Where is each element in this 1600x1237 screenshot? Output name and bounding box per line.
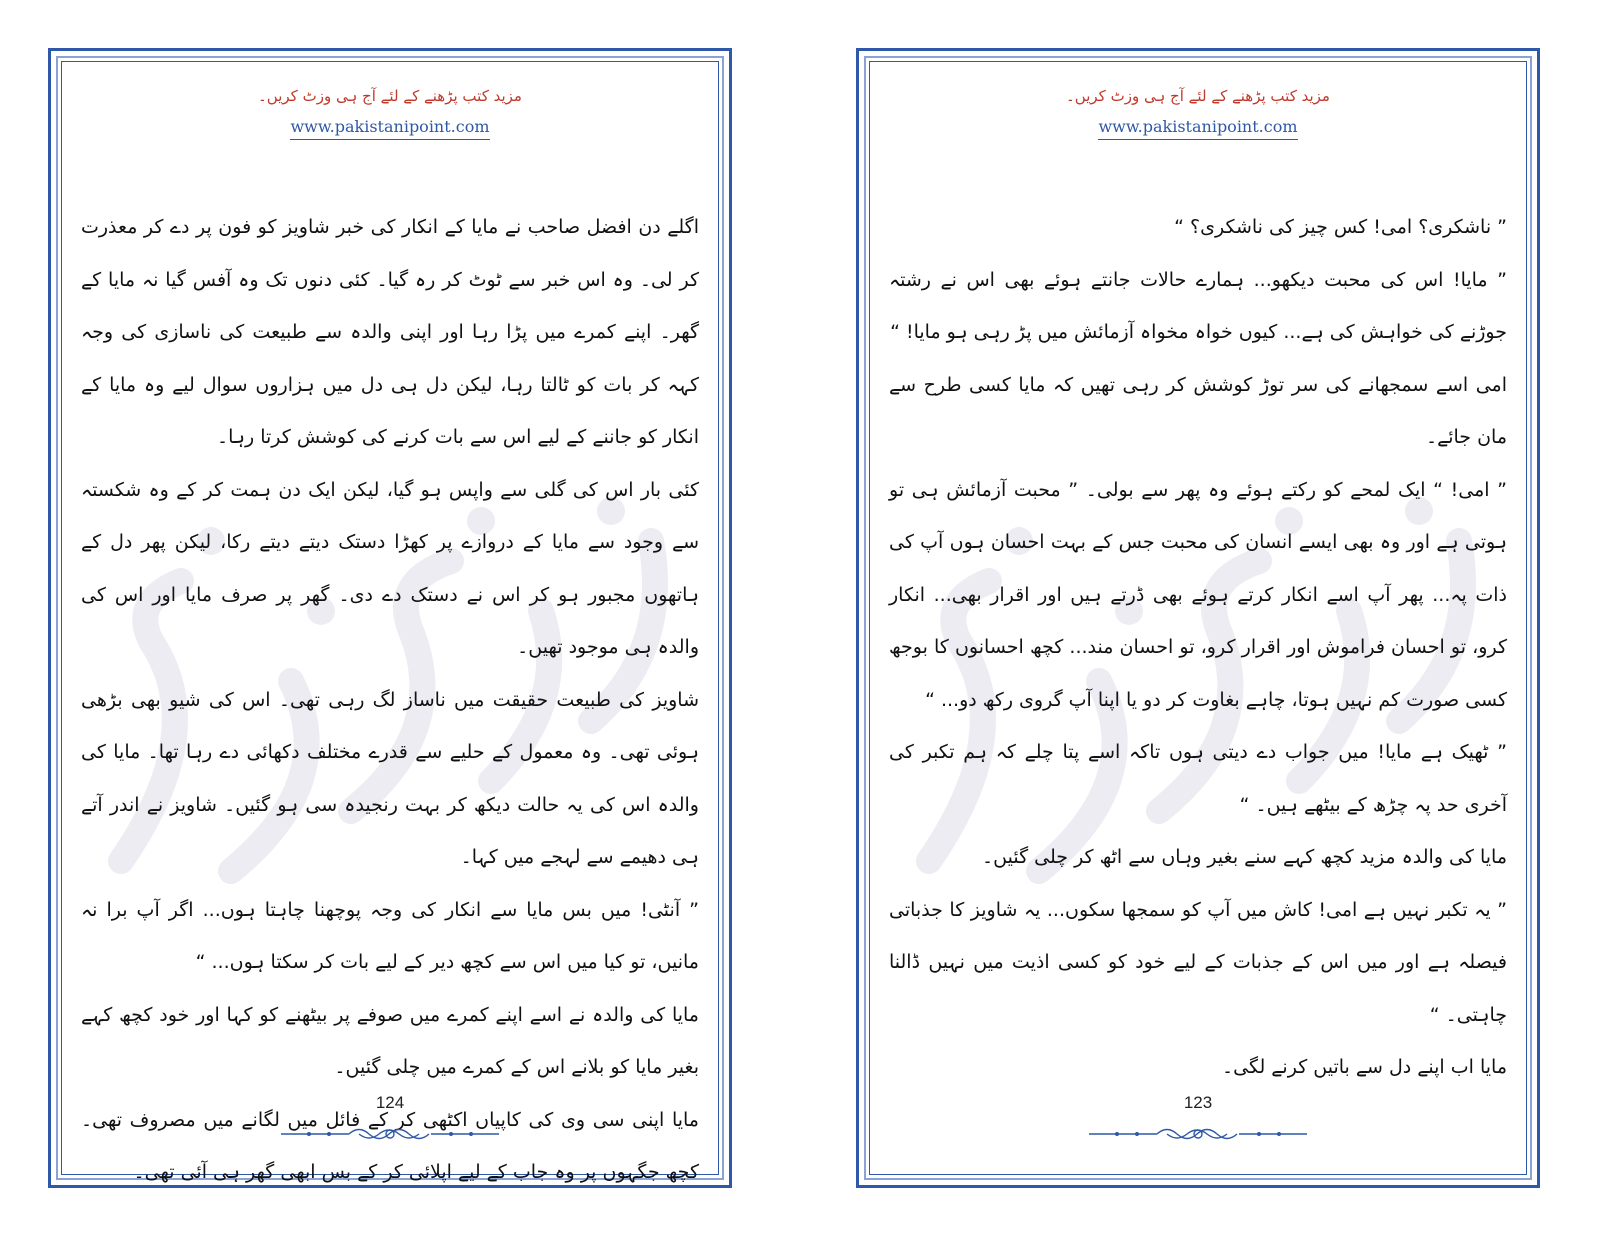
paragraph: کئی بار اس کی گلی سے واپس ہو گیا، لیکن ایک دن ہمت کر کے وہ شکستہ سے وجود سے مایا کے دروازے پر کھڑا دستک دیتے دیتے رکا، لیکن پھر دل کے ہاتھوں مجبور ہو کر اس نے دستک دے دی۔ گھر پر صرف مایا اور اس کی والدہ ہی موجود تھیں۔: [81, 478, 699, 658]
paragraph: مایا کی والدہ نے اسے اپنے کمرے میں صوفے پر بیٹھنے کو کہا اور خود کچھ کہے بغیر مایا کو بلانے اس کے کمرے میں چلی گئیں۔: [81, 1003, 699, 1078]
promo-tagline: مزید کتب پڑھنے کے لئے آج ہی وزٹ کریں۔: [1066, 87, 1330, 105]
paragraph: ” یہ تکبر نہیں ہے امی! کاش میں آپ کو سمجھا سکوں... یہ شاویز کا جذباتی فیصلہ ہے اور میں اس کے جذبات کے لیے خود کو کسی اذیت میں نہیں ڈالنا چاہتی۔ “: [889, 898, 1507, 1026]
website-link[interactable]: www.pakistanipoint.com: [1098, 117, 1297, 140]
page-text: [889, 201, 1507, 1094]
paragraph: ” امی! “ ایک لمحے کو رکتے ہوئے وہ پھر سے بولی۔ ” محبت آزمائش ہی تو ہوتی ہے اور وہ بھی ایسے انسان کی محبت جس کے بہت احسان ہوں آپ کی ذات پہ... پھر آپ اسے انکار کرتے ہوئے بھی ڈرتے ہیں اور اقرار بھی... انکار کرو، تو احسان فراموش اور اقرار کرو، تو احسان مند... کچھ احسانوں کا بوجھ کسی صورت کم نہیں ہوتا، چاہے بغاوت کر دو یا اپنا آپ گروی رکھ دو... “: [889, 478, 1507, 711]
paragraph: شاویز کی طبیعت حقیقت میں ناساز لگ رہی تھی۔ اس کی شیو بھی بڑھی ہوئی تھی۔ وہ معمول کے حلیے سے قدرے مختلف دکھائی دے رہا تھا۔ مایا کی والدہ اس کی یہ حالت دیکھ کر بہت رنجیدہ سی ہو گئیں۔ شاویز نے اندر آتے ہی دھیمے سے لہجے میں کہا۔: [81, 688, 699, 868]
page-number: 123: [1183, 1093, 1213, 1112]
paragraph: مایا کی والدہ مزید کچھ کہے سنے بغیر وہاں سے اٹھ کر چلی گئیں۔: [982, 846, 1507, 868]
paragraph: ” مایا! اس کی محبت دیکھو... ہمارے حالات جانتے ہوئے بھی اس نے رشتہ جوڑنے کی خواہش کی ہے... کیوں خواہ مخواہ آزمائش میں پڑ رہی ہو مایا! “: [889, 268, 1507, 343]
page-number: 124: [375, 1093, 405, 1112]
paragraph: مایا اپنی سی وی کی کاپیاں اکٹھی کر کے فائل میں لگانے میں مصروف تھی۔ کچھ جگہوں پر وہ جاب کے لیے اپلائی کر کے بس ابھی گھر ہی آئی تھی۔: [81, 1108, 699, 1183]
promo-tagline: مزید کتب پڑھنے کے لئے آج ہی وزٹ کریں۔: [258, 87, 522, 105]
ornament-divider-icon: [1087, 1123, 1309, 1145]
page-header: [51, 87, 729, 140]
page-header: [859, 87, 1537, 140]
paragraph: امی اسے سمجھانے کی سر توڑ کوشش کر رہی تھیں کہ مایا کسی طرح سے مان جائے۔: [889, 373, 1507, 448]
book-page-right: [856, 48, 1540, 1188]
paragraph: اگلے دن افضل صاحب نے مایا کے انکار کی خبر شاویز کو فون پر دے کر معذرت کر لی۔ وہ اس خبر سے ٹوٹ کر رہ گیا۔ کئی دنوں تک وہ آفس گیا نہ مایا کے گھر۔ اپنے کمرے میں پڑا رہا اور اپنی والدہ سے طبیعت کی ناسازی کی وجہ کہہ کر بات کو ٹالتا رہا، لیکن دل ہی دل میں ہزاروں سوال لیے وہ مایا کے انکار کو جاننے کے لیے اس سے بات کرنے کی کوشش کرتا رہا۔: [81, 216, 699, 448]
ornament-divider-icon: [279, 1123, 501, 1145]
website-link[interactable]: www.pakistanipoint.com: [290, 117, 489, 140]
page-text: [81, 201, 699, 1199]
paragraph: مایا اب اپنے دل سے باتیں کرنے لگی۔: [1222, 1056, 1507, 1078]
paragraph: ” ناشکری؟ امی! کس چیز کی ناشکری؟ “: [1174, 216, 1507, 238]
paragraph: ” ٹھیک ہے مایا! میں جواب دے دیتی ہوں تاکہ اسے پتا چلے کہ ہم تکبر کی آخری حد پہ چڑھ کے بیٹھے ہیں۔ “: [889, 741, 1507, 816]
book-page-left: [48, 48, 732, 1188]
paragraph: ” آنٹی! میں بس مایا سے انکار کی وجہ پوچھنا چاہتا ہوں... اگر آپ برا نہ مانیں، تو کیا میں اس سے کچھ دیر کے لیے بات کر سکتا ہوں... “: [81, 898, 699, 973]
